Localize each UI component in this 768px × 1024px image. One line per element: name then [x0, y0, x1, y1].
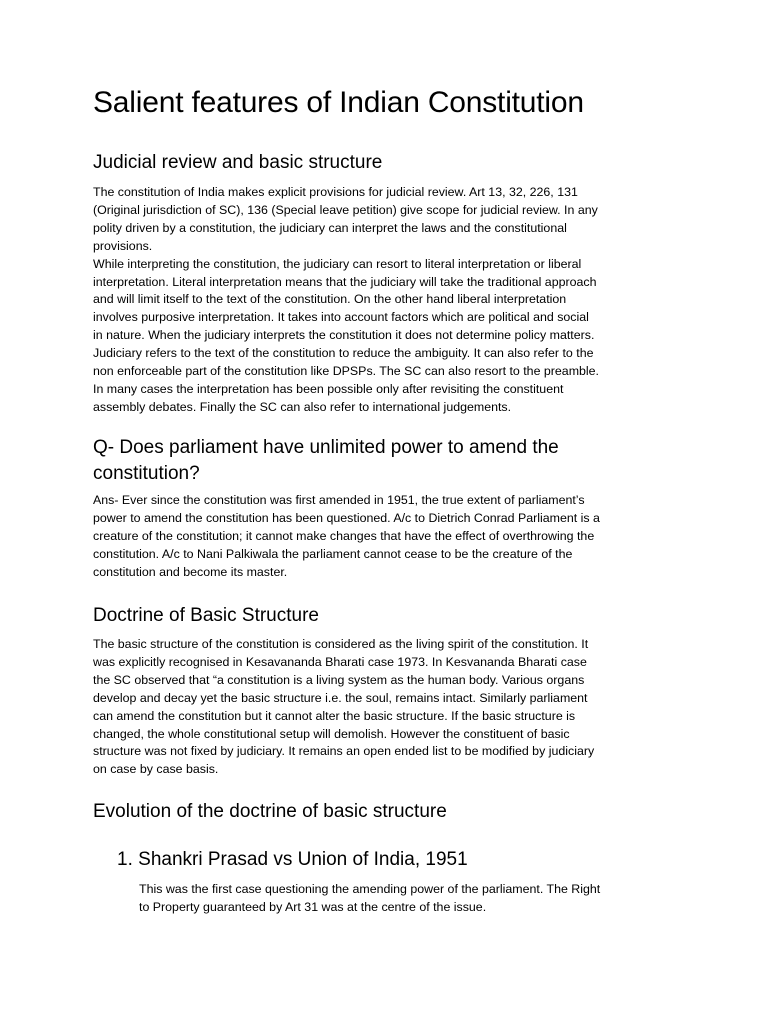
page-title: Salient features of Indian Constitution — [93, 86, 584, 119]
section-heading-basic-structure: Doctrine of Basic Structure — [93, 605, 319, 626]
section-heading-judicial-review: Judicial review and basic structure — [93, 152, 383, 173]
section-heading-evolution: Evolution of the doctrine of basic structure — [93, 801, 447, 822]
section-body-judicial-review — [93, 184, 683, 417]
paragraph: The constitution of India makes explicit provisions for judicial review. Art 13, 32, 226, 131 (Original jurisdiction of SC), 136 (Special leave petition) give scope for judicial review. In any polity driven by a constitution, the judiciary can interpret the laws and the constitutional provisions. — [93, 185, 598, 253]
section-body-amend-question — [93, 492, 683, 582]
paragraph: While interpreting the constitution, the judiciary can resort to literal interpretation or liberal interpretation. Literal interpretation means that the judiciary will take the traditional approach and will limit itself to the text of the constitution. On the other hand liberal interpretation involves purposive interpretation. It takes into account factors which are political and social in nature. When the judiciary interprets the constitution it does not determine policy matters. Judiciary refers to the text of the constitution to reduce the ambiguity. It can also refer to the non enforceable part of the constitution like DPSPs. The SC can also resort to the preamble. In many cases the interpretation has been possible only after revisiting the constituent assembly debates. Finally the SC can also refer to international judgements. — [93, 256, 600, 414]
list-item-number: 1. — [117, 849, 133, 870]
paragraph: The basic structure of the constitution is considered as the living spirit of the constitution. It was explicitly recognised in Kesavananda Bharati case 1973. In Kesvananda Bharati case the SC observed that “a constitution is a living system as the human body. Various organs develop and decay yet the basic structure i.e. the soul, remains intact. Similarly parliament can amend the constitution but it cannot alter the basic structure. If the basic structure is changed, the whole constitutional setup will demolish. However the constituent of basic structure was not fixed by judiciary. It remains an open ended list to be modified by judiciary on case by case basis. — [93, 637, 595, 777]
section-body-basic-structure — [93, 636, 683, 779]
paragraph: Ans- Ever since the constitution was first amended in 1951, the true extent of parliament’s power to amend the constitution has been questioned. A/c to Dietrich Conrad Parliament is a creature of the constitution; it cannot make changes that have the effect of overthrowing the constitution. A/c to Nani Palkiwala the parliament cannot cease to be the creature of the constitution and become its master. — [93, 493, 600, 579]
list-item — [117, 847, 468, 873]
list-item-title: Shankri Prasad vs Union of India, 1951 — [138, 849, 468, 870]
list-item-text: This was the first case questioning the amending power of the parliament. The Right to Property guaranteed by Art 31 was at the centre of the issue. — [139, 882, 601, 914]
section-heading-amend-question: Q- Does parliament have unlimited power to amend the constitution? — [93, 437, 559, 484]
